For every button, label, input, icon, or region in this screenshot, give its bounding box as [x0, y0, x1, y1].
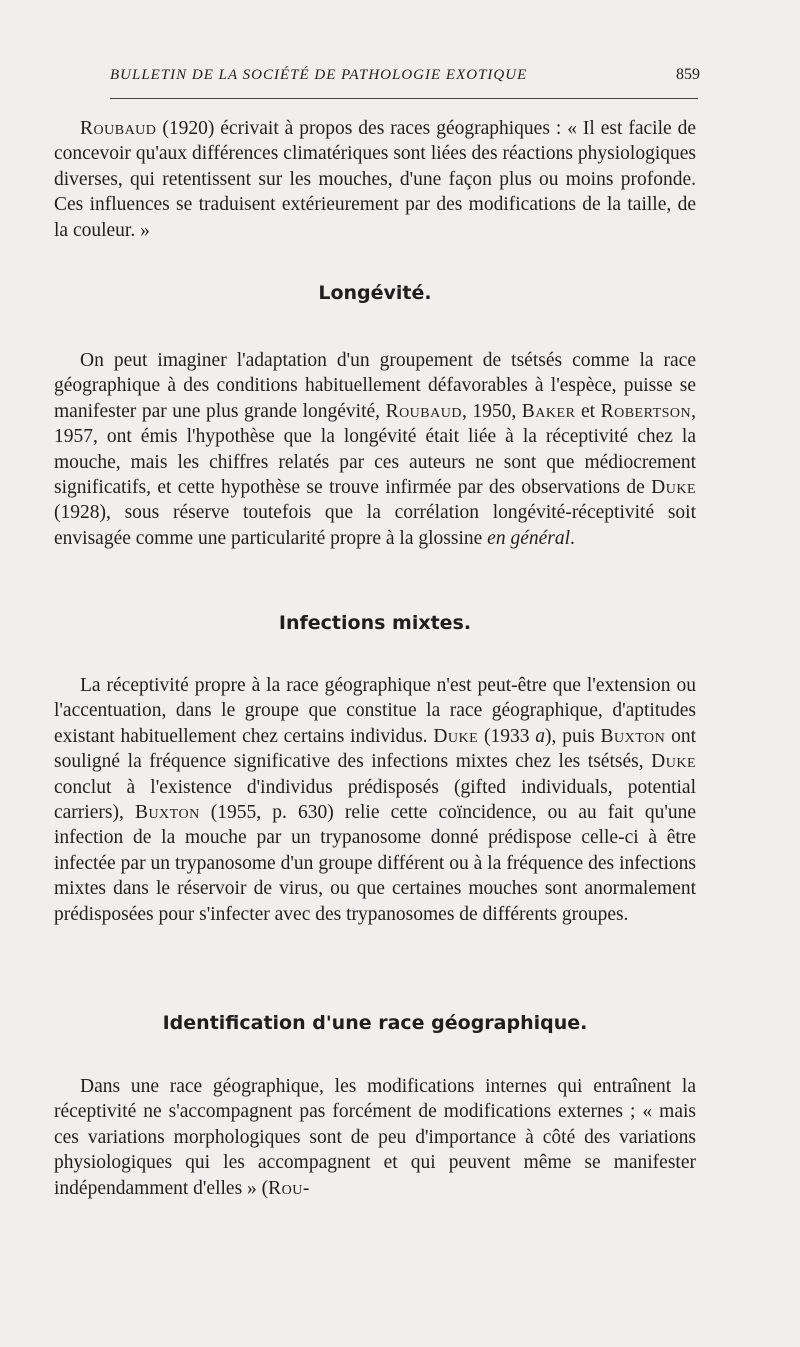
italic-run: a: [535, 725, 546, 747]
page-number: 859: [676, 66, 700, 83]
text-run: Dans une race géographique, les modifications internes qui entraînent la réceptivité ne s'accompagnent pas forcément de modifications externes ; « mais ces variations morphologiques sont de peu d'importance à côté des variations physiologiques qui les accompagnent et qui peuvent même se manifester indépendamment d'elles » (: [54, 1076, 696, 1199]
section-heading-identification: Identification d'une race géographique.: [162, 1012, 588, 1034]
text-run: conclut à l'existence d'individus prédisposés (gifted individuals, potential carriers),: [54, 776, 696, 824]
text-run: (1928), sous réserve toutefois que la corrélation longévité-réceptivité soit envisagée comme une particularité propre à la glossine: [54, 502, 696, 549]
author-name: Buxton: [134, 802, 200, 824]
author-name: Duke: [651, 751, 696, 773]
author-name: Roubaud: [385, 400, 462, 422]
author-name: Duke: [433, 725, 479, 747]
running-title: BULLETIN DE LA SOCIÉTÉ DE PATHOLOGIE EXOTIQUE: [110, 67, 528, 83]
author-name: Duke: [651, 477, 696, 499]
text-run: (1920) écrivait à propos des races géographiques : « Il est facile de concevoir qu'aux différences climatériques sont liées des réactions physiologiques diverses, qui retentissent sur les mouches, d'une façon plus ou moins profonde. Ces influences se traduisent extérieurement par des modifications de la taille, de la couleur. »: [54, 118, 696, 241]
author-name: Roubaud: [80, 118, 157, 139]
text-run: , 1950,: [461, 400, 522, 422]
header-rule: [110, 98, 698, 99]
text-run: , 1957, ont émis l'hypothèse que la longévité était liée à la réceptivité chez la mouche, mais les chiffres relatés par ces auteurs ne sont que médiocrement significatifs, et cette hypothèse se trouve infirmée par des observations de: [54, 400, 697, 499]
paragraph-identification: [54, 1074, 696, 1201]
text-run: .: [570, 527, 575, 549]
text-run: (1955, p. 630) relie cette coïncidence, ou au fait qu'une infection de la mouche par un trypanosome donné prédispose celle-ci à être infectée par un trypanosome d'un groupe différent ou à la fréquence des infections mixtes dans le réservoir de virus, ou que certaines mouches sont anormalement prédisposées pour s'infecter avec des trypanosomes de différents groupes.: [54, 802, 696, 925]
running-header: [110, 66, 700, 84]
paragraph-infections-mixtes: [54, 673, 696, 927]
text-run: On peut imaginer l'adaptation d'un groupement de tsétsés comme la race géographique à des conditions habituellement défavorables à l'espèce, puisse se manifester par une plus grande longévité,: [54, 350, 696, 422]
paragraph-roubaud-quote: [54, 116, 696, 243]
section-heading-longevite: Longévité.: [318, 282, 432, 304]
text-run: (1933: [478, 725, 536, 747]
text-run: et: [575, 400, 601, 422]
text-run: ), puis: [545, 725, 601, 747]
author-name: Baker: [521, 400, 576, 422]
italic-run: en général: [487, 527, 571, 549]
section-heading-infections-mixtes: Infections mixtes.: [278, 612, 472, 634]
author-name: Robertson: [600, 400, 692, 422]
text-run: ont souligné la fréquence significative des infections mixtes chez les tsétsés,: [54, 725, 696, 773]
author-name: Buxton: [600, 725, 666, 747]
paragraph-longevite: [54, 348, 696, 551]
text-run: La réceptivité propre à la race géographique n'est peut-être que l'extension ou l'accentuation, dans le groupe que constitue la race géographique, d'aptitudes existant habituellement chez certains individus.: [54, 675, 696, 747]
author-name: Rou-: [268, 1177, 310, 1199]
